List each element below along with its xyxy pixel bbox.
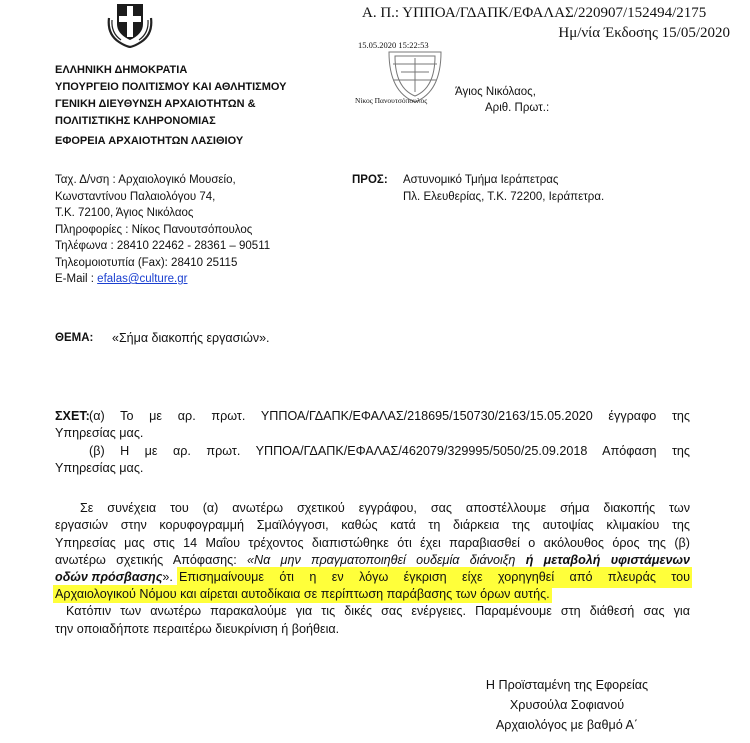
references-label: ΣΧΕΤ: bbox=[55, 409, 90, 423]
highlight-text: Επισημαίνουμε ότι η εν λόγω έγκριση είχε χορηγηθεί από πλευράς του bbox=[178, 570, 690, 584]
place: Άγιος Νικόλαος, bbox=[455, 86, 536, 98]
paragraph1-line1: Σε συνέχεια του (α) ανωτέρω σχετικού εγγράφου, σας αποστέλλουμε σήμα διακοπής των bbox=[80, 501, 690, 515]
quote-bold: οδών πρόσβασης bbox=[55, 570, 163, 584]
paragraph2-line1: Κατόπιν των ανωτέρω παρακαλούμε για τις δικές σας ενέργειες. Παραμένουμε στη διάθεσή σας για bbox=[66, 604, 690, 618]
signature-rank: Αρχαιολόγος με βαθμό Α΄ bbox=[495, 718, 639, 732]
recipient-block bbox=[403, 172, 604, 205]
signature-timestamp: 15.05.2020 15:22:53 bbox=[358, 40, 429, 50]
subject-label: ΘΕΜΑ: bbox=[55, 332, 94, 344]
reference-a-line2: Υπηρεσίας μας. bbox=[55, 426, 144, 440]
paragraph1-line3: Υπηρεσίας μας στις 14 Μαΐου τρέχοντος διαπιστώθηκε ότι έχει παραβιασθεί ο ακόλουθος όρος της (β) bbox=[55, 536, 690, 550]
recipient-line: Πλ. Ελευθερίας, Τ.Κ. 72200, Ιεράπετρα. bbox=[403, 190, 605, 203]
quote-close: ». bbox=[162, 570, 173, 584]
issue-date: Ημ/νία Έκδοσης 15/05/2020 bbox=[558, 25, 730, 41]
contact-line: Ταχ. Δ/νση : Αρχαιολογικό Μουσείο, bbox=[55, 174, 236, 186]
paragraph1-line5 bbox=[55, 569, 690, 586]
authority-line: ΥΠΟΥΡΓΕΙΟ ΠΟΛΙΤΙΣΜΟΥ ΚΑΙ ΑΘΛΗΤΙΣΜΟΥ bbox=[55, 81, 287, 93]
authority-line: ΕΦΟΡΕΙΑ ΑΡΧΑΙΟΤΗΤΩΝ ΛΑΣΙΘΙΟΥ bbox=[55, 135, 244, 147]
reference-b-line2: Υπηρεσίας μας. bbox=[55, 461, 144, 475]
contact-block bbox=[55, 172, 270, 288]
signature-title: Η Προϊσταμένη της Εφορείας bbox=[485, 678, 649, 692]
signature-signer: Νίκος Πανουτσόπουλος bbox=[355, 96, 428, 105]
paragraph2-line2: την οποιαδήποτε περαιτέρω διευκρίνιση ή βοήθεια. bbox=[55, 622, 340, 636]
contact-line: Τηλεομοιοτυπία (Fax): 28410 25115 bbox=[55, 256, 238, 269]
quote-close-group bbox=[55, 569, 173, 586]
quote-bold: ή μεταβολή υφιστάμενων bbox=[525, 553, 690, 567]
quote-italic: «Να μην πραγματοποιηθεί ουδεμία διάνοιξη bbox=[247, 553, 526, 567]
reference-b-line1: (β) Η με αρ. πρωτ. ΥΠΠΟΑ/ΓΔΑΠΚ/ΕΦΑΛΑΣ/462079/329995/5050/25.09.2018 Απόφαση της bbox=[89, 444, 690, 458]
paragraph1-line6 bbox=[55, 586, 550, 603]
protocol-number: Α. Π.: ΥΠΠΟΑ/ΓΔΑΠΚ/ΕΦΑΛΑΣ/220907/152494/2175 bbox=[362, 5, 707, 21]
contact-line: Τηλέφωνα : 28410 22462 - 28361 – 90511 bbox=[55, 240, 271, 252]
protocol-label: Αριθ. Πρωτ.: bbox=[485, 102, 550, 114]
email-link[interactable]: efalas@culture.gr bbox=[97, 273, 188, 285]
email-label: E-Mail : bbox=[55, 273, 98, 285]
greek-emblem-icon bbox=[105, 0, 155, 48]
highlight-text: Αρχαιολογικού Νόμου και αίρεται αυτοδίκαια σε περίπτωση παράβασης των όρων αυτής. bbox=[55, 587, 550, 601]
recipient-label: ΠΡΟΣ: bbox=[352, 174, 388, 186]
authority-line: ΠΟΛΙΤΙΣΤΙΚΗΣ ΚΛΗΡΟΝΟΜΙΑΣ bbox=[55, 115, 216, 127]
signature-name: Χρυσούλα Σοφιανού bbox=[509, 698, 625, 712]
authority-line: ΓΕΝΙΚΗ ΔΙΕΥΘΥΝΣΗ ΑΡΧΑΙΟΤΗΤΩΝ & bbox=[55, 98, 256, 110]
email-line bbox=[55, 271, 270, 288]
paragraph1-line4-text: ανωτέρω σχετικής Απόφασης: bbox=[55, 553, 247, 567]
authority-block bbox=[55, 62, 287, 150]
contact-line: Τ.Κ. 72100, Άγιος Νικόλαος bbox=[55, 207, 194, 219]
paragraph1-line4 bbox=[55, 552, 690, 569]
digital-signature-stamp bbox=[355, 40, 445, 110]
paragraph1-line2: εργασιών στην κορυφογραμμή Σμαϊλόγγοσι, καθώς κατά τη διάρκεια της αυτοψίας κλιμακίου της bbox=[55, 518, 690, 532]
authority-line: ΕΛΛΗΝΙΚΗ ΔΗΜΟΚΡΑΤΙΑ bbox=[55, 64, 188, 76]
subject-text: «Σήμα διακοπής εργασιών». bbox=[112, 331, 270, 345]
signature-block bbox=[462, 675, 672, 735]
recipient-line: Αστυνομικό Τμήμα Ιεράπετρας bbox=[403, 174, 559, 186]
contact-line: Κωνσταντίνου Παλαιολόγου 74, bbox=[55, 190, 216, 203]
contact-line: Πληροφορίες : Νίκος Πανουτσόπουλος bbox=[55, 223, 253, 236]
reference-a-line1: (α) Το με αρ. πρωτ. ΥΠΠΟΑ/ΓΔΑΠΚ/ΕΦΑΛΑΣ/218695/150730/2163/15.05.2020 έγγραφο της bbox=[89, 409, 690, 423]
